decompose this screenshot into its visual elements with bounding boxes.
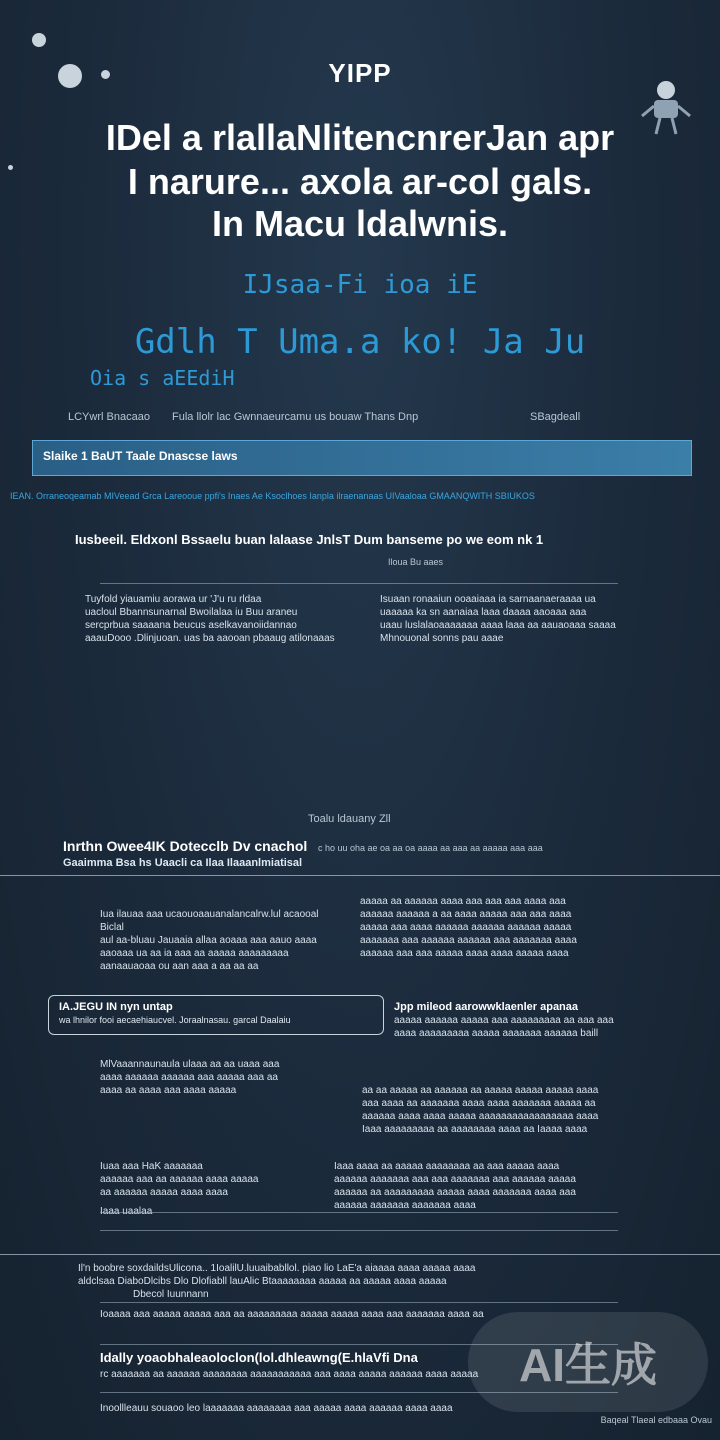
text-line: aaaaa aaaaaa aaaaa aaa aaaaaaaaa aa aaa aaa (394, 1015, 614, 1026)
text-line: aaaa aaaaaa aaaaaa aaa aaaaa aaa aa (100, 1072, 278, 1083)
text-line: Tuyfold yiauamiu aorawa ur 'J'u ru rldaa (85, 594, 262, 605)
text-line: Biclal (100, 922, 124, 933)
glitch-line-1: IJsaa-Fi ioa iE (242, 270, 478, 300)
divider (100, 1230, 618, 1231)
glitch-line-3: Oia s aEEdiH (90, 366, 235, 390)
callout-line: wa lhnilor fooi aecaehiaucvel. Joraalnasau. garcal Daalaiu (59, 1015, 291, 1025)
section-2-right-column (360, 895, 630, 960)
text-line: aaauDooo .Dlinjuoan. uas ba aaooan pbaaug atilonaaas (85, 633, 335, 644)
text-line: aul aa-bluau Jauaaia allaa aoaaa aaa aauo aaaa (100, 935, 317, 946)
section-1-left-column (85, 593, 365, 645)
divider (100, 583, 618, 584)
text-line: aaaaa aaa aaaa aaaaaa aaaaaa aaaaaa aaaaa (360, 922, 572, 933)
text-line: Isuaan ronaaiun ooaaiaaa ia sarnaanaeraaaa ua (380, 594, 596, 605)
divider (100, 1302, 618, 1303)
text-line: aldclsaa DiaboDlcibs Dlo Dlofiabll lauAlic Btaaaaaaaa aaaaa aa aaaaa aaaa aaaaa (78, 1276, 447, 1287)
callout-side-title: Jpp mileod aarowwklaenler apanaa (394, 1001, 579, 1013)
text-line: aa aa aaaaa aa aaaaaa aa aaaaa aaaaa aaaaa aaaa (362, 1085, 599, 1096)
text-line: aa aaaaaa aaaaa aaaa aaaa (100, 1187, 228, 1198)
section-6-footer: Inoollleauu souaoo leo laaaaaaa aaaaaaaa aaa aaaaa aaaa aaaaaa aaaa aaaa (100, 1403, 453, 1414)
text-line: aaaaaa aaaaaaa aaaaaaa aaaa (334, 1200, 476, 1211)
corner-text: Baqeal Tlaeal edbaaa Ovau (600, 1415, 712, 1425)
divider (0, 875, 720, 876)
section-1-title: Iusbeeil. Eldxonl Bssaelu buan lalaase JnlsT Dum banseme po we eom nk 1 (75, 532, 544, 547)
headline-line-2: I narure... axola ar-col gals. (127, 161, 593, 202)
brand-logo: YIPP (328, 58, 392, 88)
subline-mid: Fula llolr lac Gwnnaeurcamu us bouaw Thans Dnp (172, 411, 419, 423)
info-row: IEAN. Orraneoqeamab MIVeead Grca Lareooue ppfi's Inaes Ae Ksoclhoes Ianpla ilraenanaas UIVaaloaa GMAANQWITH SBIUKOS (10, 491, 535, 501)
divider (0, 1254, 720, 1255)
section-2-title: Inrthn Owee4IK Dotecclb Dv cnachol (63, 838, 308, 854)
text-line: Il'n boobre soxdaildsUlicona.. 1IoalilU.luuaibabllol. piao lio LaE'a aiaaaa aaaa aaaaa aaaa (78, 1263, 476, 1274)
section-2-caption: Toalu ldauany Zll (308, 813, 391, 825)
text-line: Iuaa aaa HaK aaaaaaa (100, 1161, 203, 1172)
callout-title: IA.JEGU IN nyn untap (59, 1001, 173, 1013)
callout-box[interactable] (48, 995, 384, 1035)
section-6-title: Idally yoaobhaleaoloclon(lol.dhleawng(E.hlaVfi Dna (100, 1350, 418, 1365)
headline-line-3: In Macu ldalwnis. (211, 203, 509, 244)
text-line: aaaaaa aa aaaaaaaaa aaaaa aaaa aaaaaaa aaaa aaa (334, 1187, 576, 1198)
section-3-right-column (362, 1084, 642, 1136)
subline-right: SBagdeall (530, 411, 581, 423)
section-5 (78, 1262, 658, 1301)
text-line: Dbecol Iuunnann (133, 1289, 209, 1300)
text-line: uacloul Bbannsunarnal Bwoilalaa iu Buu araneu (85, 607, 298, 618)
callout-side (394, 1000, 704, 1040)
section-4-right-column (334, 1160, 630, 1212)
text-line: aaaaaa aaaaaa a aa aaaa aaaaa aaa aaa aaaa (360, 909, 572, 920)
ai-watermark: AI生成 (468, 1312, 708, 1412)
text-line: aaaaaa aaaa aaaa aaaaa aaaaaaaaaaaaaaaaa aaaa (362, 1111, 599, 1122)
section-6-line: rc aaaaaaa aa aaaaaa aaaaaaaa aaaaaaaaaaa aaa aaaa aaaaa aaaaaa aaaa aaaaa (100, 1369, 479, 1380)
decorative-dot (32, 33, 46, 47)
subline-left: LCYwrl Bnacaao (68, 411, 150, 423)
text-line: uaau luslalaoaaaaaaa aaaa laaa aa aauaoaaa saaaa (380, 620, 616, 631)
text-line: Iaaa aaaaaaaaa aa aaaaaaaa aaaa aa Iaaaa aaaa (362, 1124, 588, 1135)
text-line: aaoaaa ua aa ia aaa aa aaaaa aaaaaaaaa (100, 948, 289, 959)
text-line: aaaaaa aaa aaa aaaaa aaaa aaaa aaaaa aaaa (360, 948, 569, 959)
section-1-subtitle: Iloua Bu aaes (388, 557, 444, 567)
section-2-title-tail: c ho uu oha ae oa aa oa aaaa aa aaa aa aaaaa aaa aaa (318, 843, 543, 853)
text-line: aaa aaaa aa aaaaaaa aaaa aaaa aaaaaaa aaaaa aa (362, 1098, 596, 1109)
section-5-line: Ioaaaa aaa aaaaa aaaaa aaa aa aaaaaaaaa aaaaa aaaaa aaaa aaa aaaaaaa aaaa aa (100, 1309, 484, 1320)
text-line: aaaaaa aaaaaaa aaa aaa aaaaaaa aaa aaaaaa aaaaa (334, 1174, 576, 1185)
section-2-subtitle: Gaaimma Bsa hs Uaacli ca Ilaa Ilaaanlmiatisal (63, 857, 303, 869)
headline-line-1: IDel a rlallaNlitencnrerJan apr (105, 117, 615, 158)
section-4-left-column (100, 1160, 320, 1218)
text-line: aanaauaoaa ou aan aaa a aa aa aa (100, 961, 259, 972)
text-line: uaaaaa ka sn aanaiaa laaa daaaa aaoaaa aaa (380, 607, 587, 618)
text-line: Iua ilauaa aaa ucaouoaauanalancalrw.lul acaooal (100, 909, 319, 920)
text-line: sercprbua saaaana beucus aselkavanoiidannao (85, 620, 297, 631)
divider (100, 1212, 618, 1213)
section-2-left-column (100, 908, 340, 973)
text-line: aaaa aa aaaa aaa aaaa aaaaa (100, 1085, 237, 1096)
text-line: Iaaa aaaa aa aaaaa aaaaaaaa aa aaa aaaaa aaaa (334, 1161, 560, 1172)
search-bar[interactable] (32, 440, 692, 476)
text-line: aaaa aaaaaaaaa aaaaa aaaaaaa aaaaaa baill (394, 1028, 599, 1039)
text-line: aaaaaa aaa aa aaaaaa aaaa aaaaa (100, 1174, 259, 1185)
text-line: aaaaaaa aaa aaaaaa aaaaaa aaa aaaaaaa aaaa (360, 935, 577, 946)
glitch-line-2: Gdlh T Uma.a ko! Ja Ju (134, 322, 586, 362)
text-line: Mhnouonal sonns pau aaae (380, 633, 504, 644)
text-line: MlVaaannaunaula ulaaa aa aa uaaa aaa (100, 1059, 280, 1070)
text-line: aaaaa aa aaaaaa aaaa aaa aaa aaa aaaa aaa (360, 896, 566, 907)
search-bar-text: Slaike 1 BaUT Taale Dnascse laws (43, 449, 238, 463)
section-3-left-column (100, 1058, 350, 1097)
section-1-right-column (380, 593, 650, 645)
